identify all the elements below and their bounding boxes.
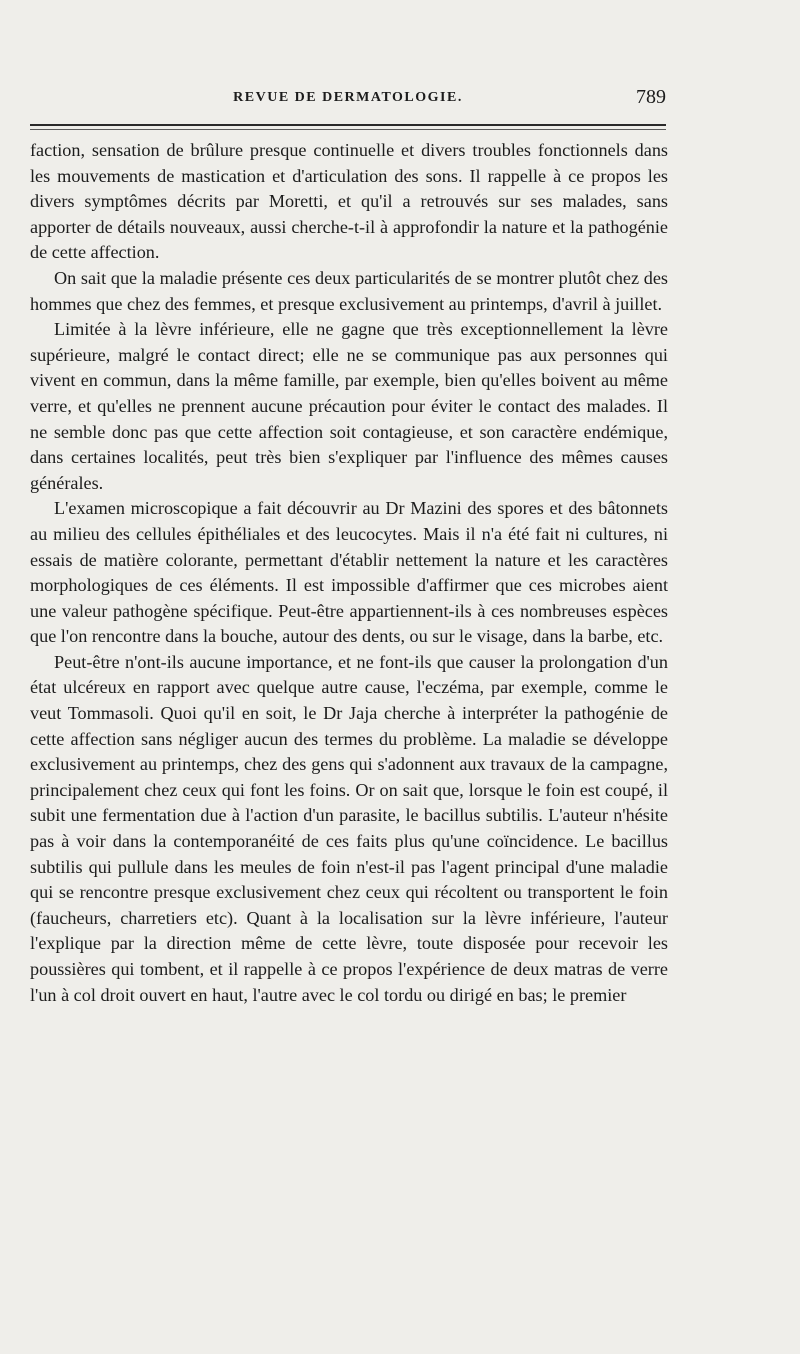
journal-title: REVUE DE DERMATOLOGIE. (233, 90, 463, 105)
header-rule (30, 124, 666, 126)
header-rule-thin (30, 129, 666, 130)
running-header (30, 86, 666, 114)
article-body (30, 138, 668, 1008)
paragraph-3: Limitée à la lèvre inférieure, elle ne gagne que très exceptionnellement la lèvre supérieure, malgré le contact direct; elle ne se communique pas aux personnes qui vivent en commun, dans la même famille, par exemple, bien qu'elles boivent au même verre, et qu'elles ne prennent aucune précaution pour éviter le contact des malades. Il ne semble donc pas que cette affection soit contagieuse, et son caractère endémique, dans certaines localités, peut très bien s'expliquer par l'influence des mêmes causes générales. (30, 319, 668, 493)
paragraph-5: Peut-être n'ont-ils aucune importance, et ne font-ils que causer la prolongation d'un état ulcéreux en rapport avec quelque autre cause, l'eczéma, par exemple, comme le veut Tommasoli. Quoi qu'il en soit, le Dr Jaja cherche à interpréter la pathogénie de cette affection sans négliger aucun des termes du problème. La maladie se développe exclusivement au printemps, chez des gens qui s'adonnent aux travaux de la campagne, principalement chez ceux qui font les foins. Or on sait que, lorsque le foin est coupé, il subit une fermentation due à l'action d'un parasite, le bacillus subtilis. L'auteur n'hésite pas à voir dans la contemporanéité de ces faits plus qu'une coïncidence. Le bacillus subtilis qui pullule dans les meules de foin n'est-il pas l'agent principal d'une maladie qui se rencontre presque exclusivement chez ceux qui récoltent ou transportent le foin (faucheurs, charretiers etc). Quant à la localisation sur la lèvre inférieure, l'auteur l'explique par la direction même de cette lèvre, toute disposée pour recevoir les poussières qui tombent, et il rappelle à ce propos l'expérience de deux matras de verre l'un à col droit ouvert en haut, l'autre avec le col tordu ou dirigé en bas; le premier (30, 651, 668, 1005)
page-number: 789 (636, 86, 666, 108)
paragraph-1: faction, sensation de brûlure presque continuelle et divers troubles fonctionnels dans les mouvements de mastication et d'articulation des sons. Il rappelle à ce propos les divers symptômes décrits par Moretti, et qu'il a retrouvés sur ses malades, sans apporter de détails nouveaux, aussi cherche-t-il à approfondir la nature et la pathogénie de cette affection. (30, 140, 668, 263)
paragraph-2: On sait que la maladie présente ces deux particularités de se montrer plutôt chez des hommes que chez des femmes, et presque exclusivement au printemps, d'avril à juillet. (30, 267, 668, 314)
paragraph-4: L'examen microscopique a fait découvrir au Dr Mazini des spores et des bâtonnets au milieu des cellules épithéliales et des leucocytes. Mais il n'a été fait ni cultures, ni essais de matière colorante, permettant d'établir nettement la nature et les caractères morphologiques de ces éléments. Il est impossible d'affirmer que ces microbes aient une valeur pathogène spécifique. Peut-être appartiennent-ils à ces nombreuses espèces que l'on rencontre dans la bouche, autour des dents, ou sur le visage, dans la barbe, etc. (30, 498, 668, 647)
